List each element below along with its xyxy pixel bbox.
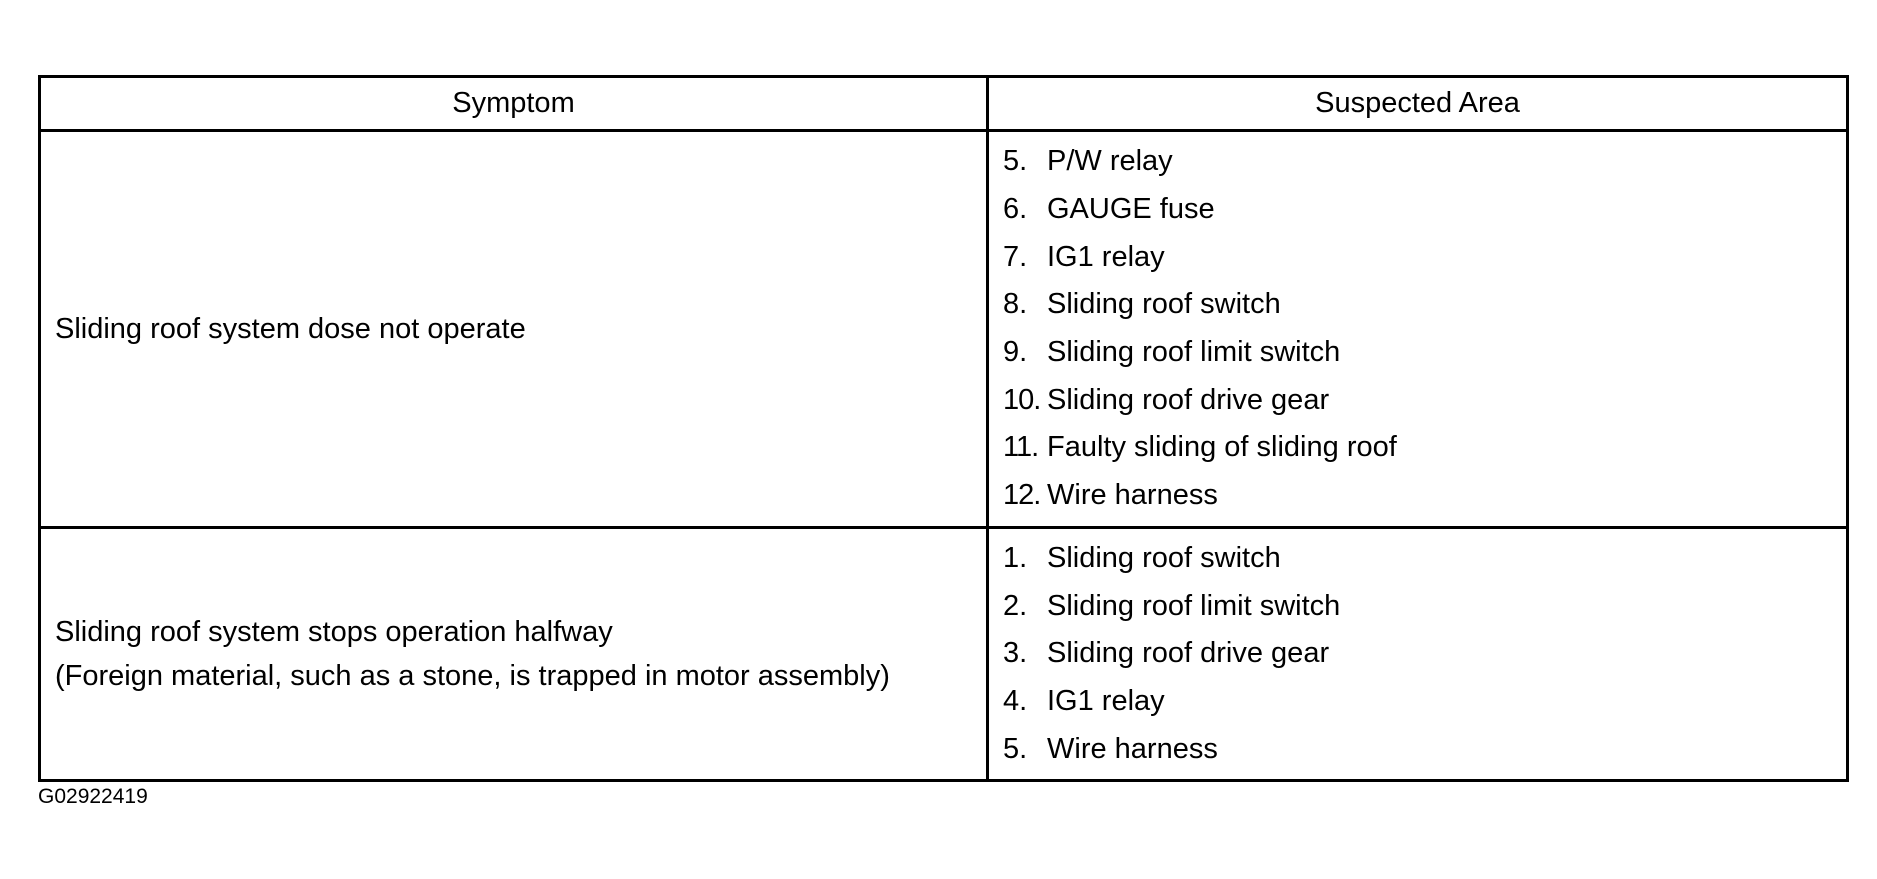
symptom-cell — [40, 527, 988, 780]
item-text: IG1 relay — [1047, 240, 1165, 273]
suspected-area-cell — [988, 131, 1848, 528]
list-item — [1003, 281, 1846, 329]
item-text: Sliding roof drive gear — [1047, 383, 1330, 416]
list-item — [1003, 725, 1846, 773]
item-text: Sliding roof drive gear — [1047, 637, 1330, 670]
item-number: 1. — [1003, 541, 1028, 574]
figure-id: G02922419 — [38, 785, 148, 808]
item-number: 8. — [1003, 288, 1028, 321]
item-number: 5. — [1003, 145, 1028, 178]
list-item — [1003, 678, 1846, 726]
list-item — [1003, 582, 1846, 630]
list-item — [1003, 424, 1846, 472]
item-text: P/W relay — [1047, 145, 1173, 178]
item-number: 2. — [1003, 589, 1028, 622]
item-number: 11. — [1003, 431, 1039, 464]
table-header-row — [40, 77, 1848, 131]
item-text: Sliding roof switch — [1047, 288, 1281, 321]
list-item — [1003, 138, 1846, 186]
symptom-text: Sliding roof system stops operation halfway — [55, 615, 613, 648]
symptom-note: (Foreign material, such as a stone, is trapped in motor assembly) — [55, 659, 890, 692]
item-text: Faulty sliding of sliding roof — [1047, 431, 1397, 464]
item-text: Sliding roof limit switch — [1047, 589, 1341, 622]
item-text: GAUGE fuse — [1047, 193, 1215, 226]
list-item — [1003, 186, 1846, 234]
header-suspected-area: Suspected Area — [988, 77, 1848, 131]
item-text: Sliding roof limit switch — [1047, 336, 1341, 369]
table-row — [40, 527, 1848, 780]
list-item — [1003, 472, 1846, 520]
list-item — [1003, 535, 1846, 583]
troubleshooting-table-container — [38, 75, 1846, 782]
header-symptom: Symptom — [40, 77, 988, 131]
suspected-area-cell — [988, 527, 1848, 780]
symptom-cell — [40, 131, 988, 528]
list-item — [1003, 233, 1846, 281]
troubleshooting-table — [38, 75, 1849, 782]
item-number: 3. — [1003, 637, 1028, 670]
item-text: Wire harness — [1047, 479, 1218, 512]
item-number: 10. — [1003, 383, 1041, 416]
list-item — [1003, 630, 1846, 678]
item-number: 7. — [1003, 240, 1028, 273]
list-item — [1003, 376, 1846, 424]
item-number: 9. — [1003, 336, 1028, 369]
item-number: 5. — [1003, 732, 1028, 765]
item-text: Sliding roof switch — [1047, 541, 1281, 574]
item-number: 4. — [1003, 684, 1028, 717]
item-number: 6. — [1003, 193, 1028, 226]
list-item — [1003, 329, 1846, 377]
symptom-text: Sliding roof system dose not operate — [55, 312, 526, 345]
item-number: 12. — [1003, 479, 1041, 512]
item-text: IG1 relay — [1047, 684, 1165, 717]
table-row — [40, 131, 1848, 528]
item-text: Wire harness — [1047, 732, 1218, 765]
